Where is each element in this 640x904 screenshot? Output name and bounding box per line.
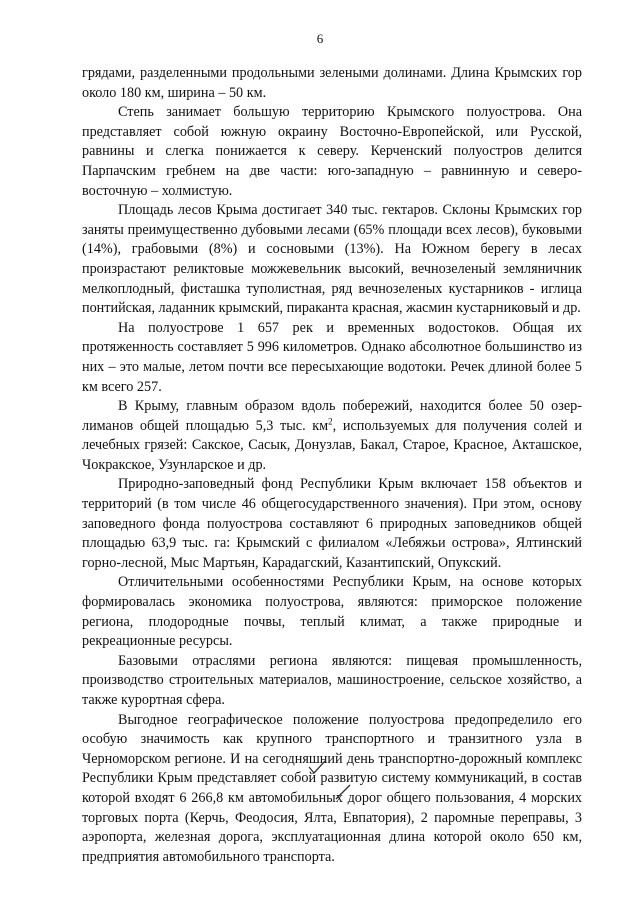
paragraph-transport: Выгодное географическое положение полуострова предопределило его особую значимость как крупного транспортного и транзитного узла в Черноморском регионе. И на сегодняшний день транспортно-дорожный комплекс Республики Крым представляет собой развитую систему коммуникаций, в состав которой входят 6 266,8 км автомобильных дорог общего пользования, 4 морских торговых порта (Керчь, Феодосия, Ялта, Евпатория), 2 паромные переправы, 3 аэропорта, железная дорога, эксплуатационная длина которой около 650 км, предприятия автомобильного транспорта. xyxy=(82,711,582,865)
lakes-text-before: В Крыму, главным образом вдоль побережий, находится более 50 озер-лиманов общей площадью 5,3 тыс. км xyxy=(82,398,582,434)
paragraph-reserves: Природно-заповедный фонд Республики Крым включает 158 объектов и территорий (в том числе 46 общегосударственного значения). При этом, основу заповедного фонда полуострова составляют 6 природных заповедников общей площадью 63,9 тыс. га: Крымский с филиалом «Лебяжьи острова», Ялтинский горно-лесной, Мыс Мартьян, Карадагский, Казантипский, Опукский. xyxy=(82,476,582,571)
page-number: 6 xyxy=(316,31,324,46)
body-text xyxy=(82,64,582,867)
lakes-text-after: , используемых для получения солей и лечебных грязей: Сакское, Сасык, Донузлав, Бакал, Старое, Красное, Акташское, Чокракское, Узунларское и др. xyxy=(82,417,582,473)
paragraph-forests: Площадь лесов Крыма достигает 340 тыс. гектаров. Склоны Крымских гор заняты преимущественно дубовыми лесами (65% площади всех лесов), буковыми (14%), грабовыми (8%) и сосновыми (13%). На Южном берегу в лесах произрастают реликтовые можжевельник высокий, вечнозеленый земляничник мелкоплодный, фисташка туполистная, ряд вечнозеленых кустарников - иглица понтийская, ладанник крымский, пираканта красная, жасмин кустарниковый и др. xyxy=(82,202,582,317)
paragraph-lakes xyxy=(82,397,582,475)
paragraph-steppe: Степь занимает большую территорию Крымского полуострова. Она представляет собой южную окраину Восточно-Европейской, или Русской, равнины и слегка понижается к северу. Керченский полуостров делится Парпачским гребнем на две части: юго-западную – равнинную и северо-восточную – холмистую. xyxy=(82,104,582,199)
paragraph-mountains-continued: грядами, разделенными продольными зелеными долинами. Длина Крымских гор около 180 км, ширина – 50 км. xyxy=(82,65,582,101)
paragraph-industries: Базовыми отраслями региона являются: пищевая промышленность, производство строительных материалов, машиностроение, сельское хозяйство, а также курортная сфера. xyxy=(82,652,582,708)
paragraph-rivers: На полуострове 1 657 рек и временных водостоков. Общая их протяженность составляет 5 996 километров. Однако абсолютное большинство из них – это малые, летом почти все пересыхающие водотоки. Речек длиной более 5 км всего 257. xyxy=(82,319,582,395)
paragraph-economy-features: Отличительными особенностями Республики Крым, на основе которых формировалась экономика полуострова, являются: приморское положение региона, плодородные почвы, теплый климат, а также природные и рекреационные ресурсы. xyxy=(82,574,582,650)
square-km-superscript: 2 xyxy=(328,415,333,426)
